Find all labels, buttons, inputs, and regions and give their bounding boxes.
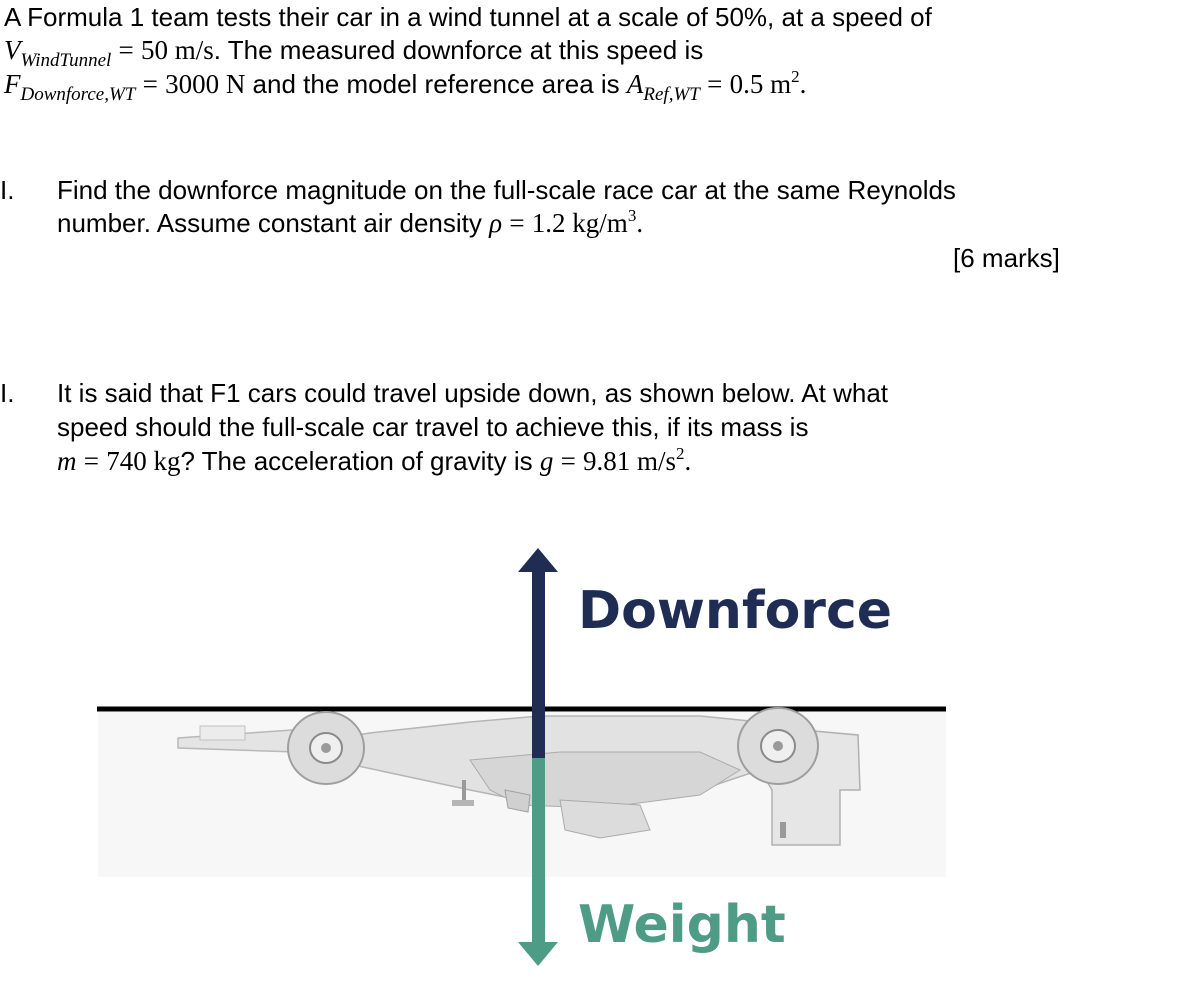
a-ref-symbol: $A_{Ref,WT}$ [626,69,700,105]
question-1-line-1: Find the downforce magnitude on the full-scale race car at the same Reynolds [57,175,956,205]
rear-wing-strut [780,822,786,838]
question-1-marks: [6 marks] [953,243,1060,273]
v-windtunnel-value: 50 m/s [141,35,214,65]
downforce-arrow-head [518,548,558,572]
intro-line-2: $V_{WindTunnel} = 50$ m/s. The measured downforce at this speed is [4,35,704,71]
question-1-number: I. [0,175,15,205]
question-2-line-2: speed should the full-scale car travel to achieve this, if its mass is [57,412,809,442]
downforce-arrow-shaft [532,568,545,760]
intro-line-1: A Formula 1 team tests their car in a wind tunnel at a scale of 50%, at a speed of [4,2,932,32]
intro-line-3: $F_{Downforce,WT} = 3000$ N and the model reference area is $A_{Ref,WT} = 0.5$ $m^2$. [4,67,807,105]
a-ref-value: 0.5 $m^2$ [729,67,800,99]
rho-symbol: ρ [489,208,503,238]
front-wing-endplate [200,726,245,740]
f-downforce-value: 3000 N [165,69,246,99]
rho-value: 1.2 $kg/m^3$ [531,206,637,238]
question-2-line-1: It is said that F1 cars could travel upside down, as shown below. At what [57,378,888,408]
downforce-label: Downforce [578,581,893,641]
v-windtunnel-symbol: $V_{WindTunnel}$ [4,35,112,71]
weight-label: Weight [578,895,786,955]
mirror [452,800,474,806]
gravity-value: 9.81 $m/s^2$ [583,444,685,476]
rear-wheel [738,708,818,784]
question-2-number: I. [0,378,15,408]
mass-symbol: m [57,446,77,476]
mass-value: 740 kg [106,446,181,476]
front-wheel [288,712,364,784]
weight-arrow-shaft [532,758,545,943]
question-1-line-2: number. Assume constant air density ρ = 1.2 $kg/m^3$. [57,206,644,238]
f-downforce-symbol: $F_{Downforce,WT}$ [4,69,136,105]
engine-cover [560,800,650,838]
weight-arrow-head [518,942,558,966]
gravity-symbol: g [539,446,554,476]
question-2-line-3: m = 740 kg? The acceleration of gravity is g = 9.81 $m/s^2$. [57,444,692,476]
